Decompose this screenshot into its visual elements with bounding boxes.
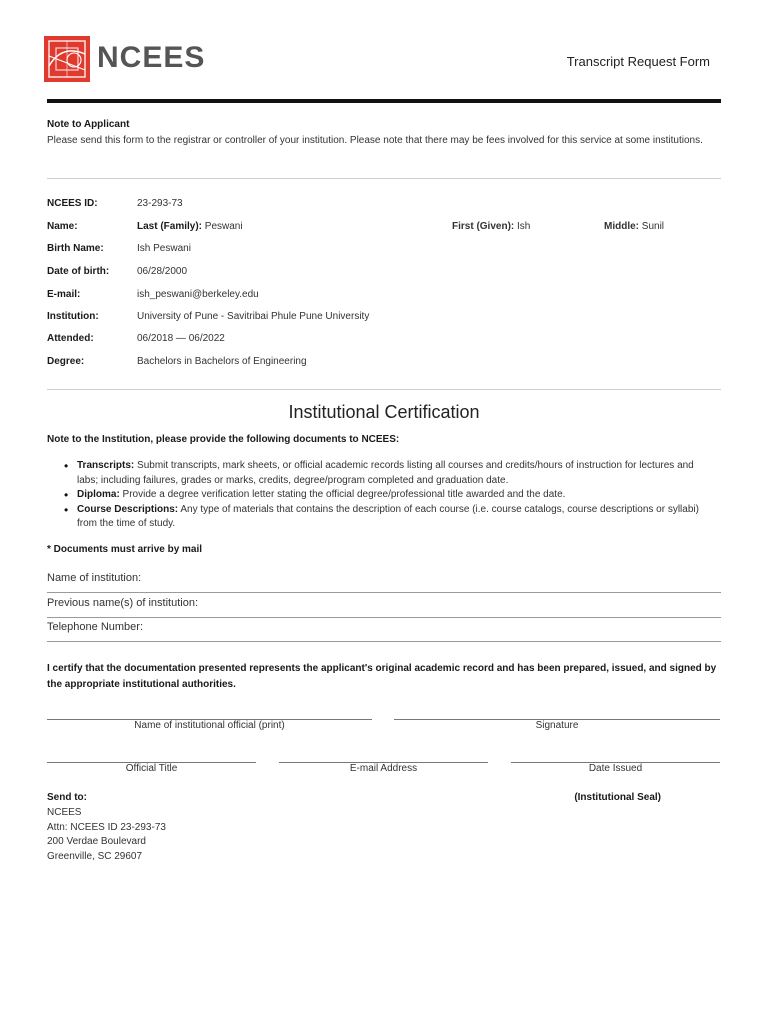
degree-row [47,356,721,372]
seal-label: (Institutional Seal) [574,792,661,803]
logo-text: NCEES [97,41,206,74]
list-item [77,503,707,532]
telephone-label: Telephone Number: [47,621,144,633]
list-item [77,488,707,503]
first-name-value: Ish [517,221,531,232]
telephone-field[interactable] [47,621,721,642]
requirement-text: Submit transcripts, mark sheets, or official academic records listing all courses and credits/hours of instruction for lectures and labs; including failures, grades or marks, credits, degree/program completed and graduation date. [77,460,694,486]
date-issued-caption: Date Issued [588,763,643,774]
divider [47,178,721,179]
ncees-id-value: 23-293-73 [137,198,183,209]
email-label: E-mail: [47,289,81,300]
first-name-label: First (Given): [452,221,515,232]
list-item [77,459,707,488]
requirements-list [47,459,707,532]
birth-name-row [47,243,721,259]
last-name-label: Last (Family): [137,221,203,232]
middle-name-label: Middle: [604,221,639,232]
previous-names-field[interactable] [47,597,721,618]
official-title-caption: Official Title [125,763,178,774]
certification-statement: I certify that the documentation presented represents the applicant's original academic record and has been prepared, issued, and signed by the appropriate institutional authorities. [47,663,717,690]
requirement-text: Provide a degree verification letter stating the official degree/professional title awarded and the date. [119,489,566,500]
ncees-logo-mark [44,36,90,82]
middle-name-value: Sunil [641,221,665,232]
ncees-id-row [47,198,721,214]
previous-names-label: Previous name(s) of institution: [47,597,199,609]
dob-label: Date of birth: [47,266,110,277]
attended-row [47,333,721,349]
address-line: NCEES [47,807,82,818]
address-line: 200 Verdae Boulevard [47,836,146,847]
institution-name-label: Name of institution: [47,572,142,584]
address-line: Attn: NCEES ID 23-293-73 [47,822,166,833]
ncees-id-label: NCEES ID: [47,198,98,209]
requirement-term: Course Descriptions: [77,503,179,515]
official-name-caption: Name of institutional official (print) [134,720,285,731]
signature-caption: Signature [535,720,579,731]
section-title: Institutional Certification [288,402,480,422]
institution-row [47,311,721,327]
logo-mark-icon [44,36,90,82]
name-row [47,221,721,237]
birth-name-label: Birth Name: [47,243,104,254]
address-line: Greenville, SC 29607 [47,851,143,862]
last-name-value: Peswani [204,221,243,232]
birth-name-value: Ish Peswani [137,243,191,254]
attended-value: 06/2018 — 06/2022 [137,333,225,344]
first-name [452,221,530,232]
institution-note: Note to the Institution, please provide the following documents to NCEES: [47,434,400,445]
dob-row [47,266,721,282]
form-title: Transcript Request Form [566,54,710,69]
institution-label: Institution: [47,311,99,322]
email-row [47,289,721,305]
middle-name [604,221,664,232]
attended-label: Attended: [47,333,94,344]
note-body: Please send this form to the registrar or controller of your institution. Please note that there may be fees involved for this service at some institutions. [47,135,703,146]
requirement-text: Any type of materials that contains the description of each course (i.e. course catalogs, course descriptions or syllabi) from the time of study. [77,503,699,529]
send-to-heading: Send to: [47,792,87,803]
email-address-caption: E-mail Address [349,763,418,774]
dob-value: 06/28/2000 [137,266,188,277]
institution-value: University of Pune - Savitribai Phule Pune University [137,311,370,322]
institution-name-field[interactable] [47,572,721,593]
email-value: ish_peswani@berkeley.edu [137,289,259,300]
note-heading: Note to Applicant [47,119,130,130]
last-name [137,221,243,232]
header-divider [47,99,721,103]
degree-label: Degree: [47,356,85,367]
degree-value: Bachelors in Bachelors of Engineering [137,356,307,367]
requirement-term: Diploma: [77,489,120,500]
requirement-term: Transcripts: [77,460,135,471]
mail-note: * Documents must arrive by mail [47,544,203,555]
name-label: Name: [47,221,78,232]
divider [47,389,721,390]
